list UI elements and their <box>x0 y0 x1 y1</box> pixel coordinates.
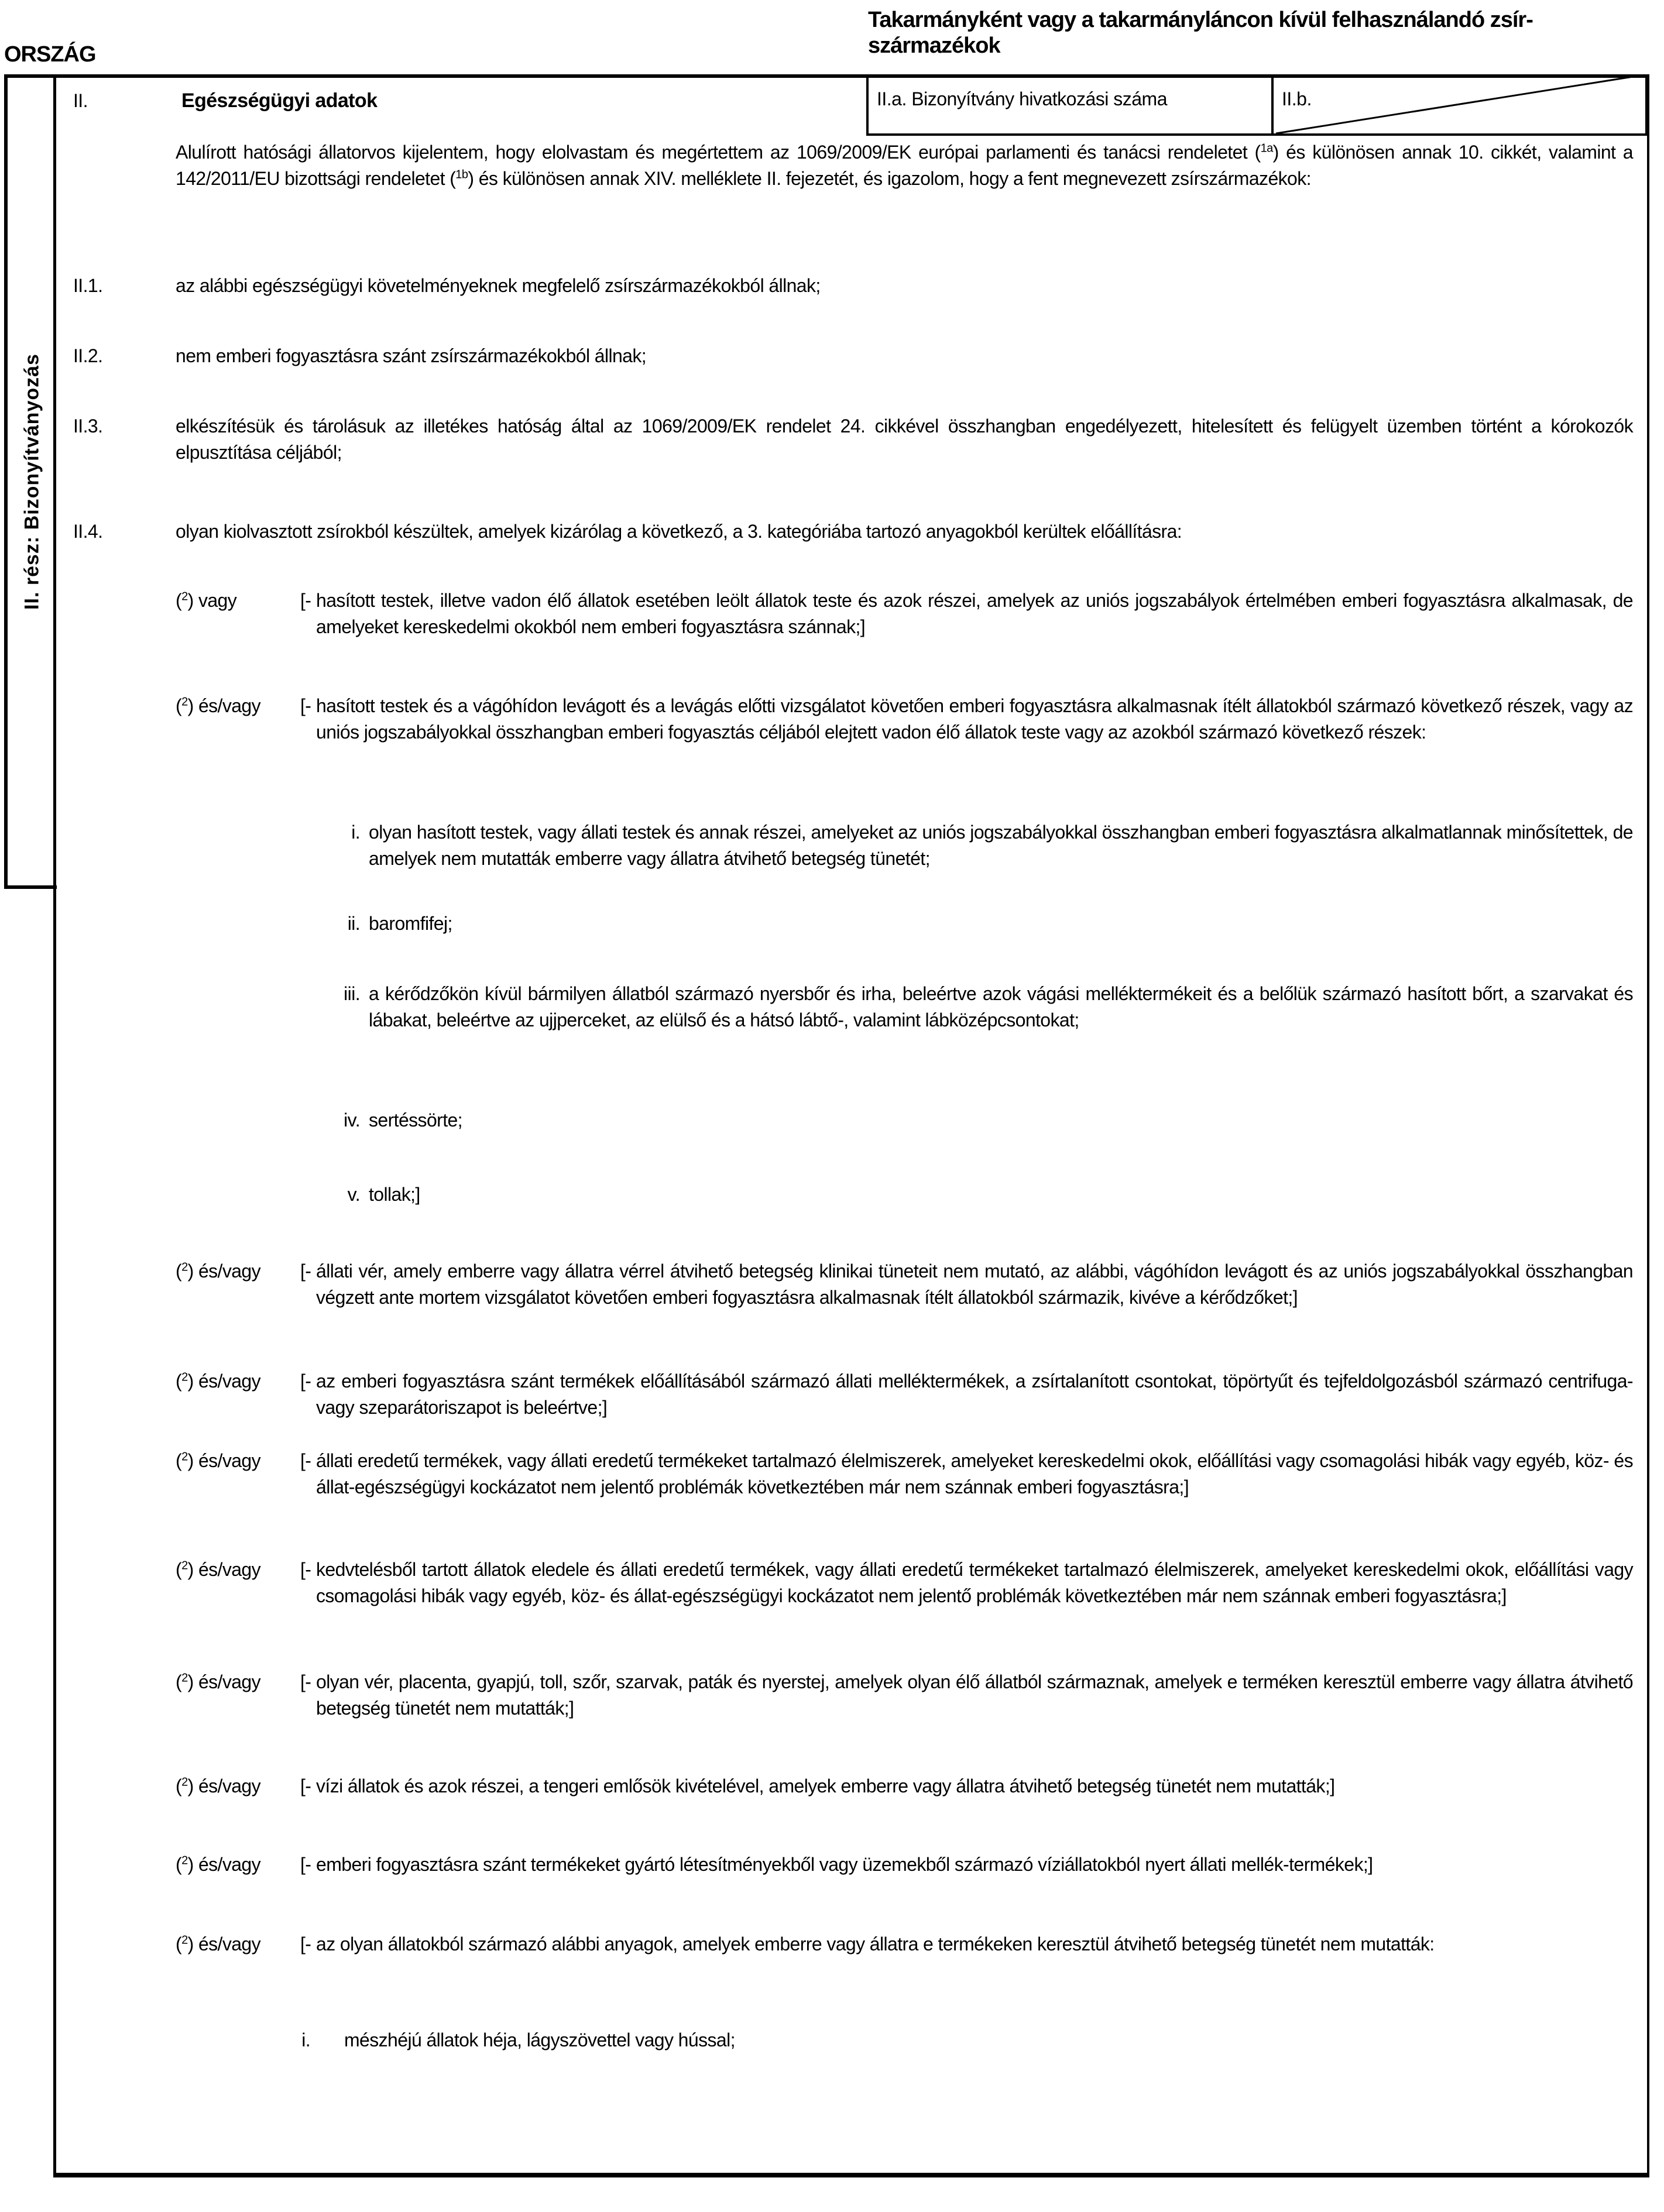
subitem-text: a kérődzőkön kívül bármilyen állatból származó nyersbőr és irha, beleértve azok vágási melléktermékeit és a belőlük származó hasított bőrt, a szarvakat és lábakat, beleértve az ujjperceket, az elülső és a hátsó lábtő-, valamint lábközépcsontokat; <box>369 983 1633 1031</box>
subitem-number: ii. <box>347 913 360 934</box>
document-title: Takarmányként vagy a takarmányláncon kívül felhasználandó zsír-származékok <box>868 8 1533 58</box>
option-connector: ) és/vagy <box>187 1671 261 1692</box>
option-connector: ) vagy <box>187 590 237 611</box>
option-prefix: ($^2$) és/vagy <box>176 1371 261 1392</box>
reference-b-cell <box>1271 74 1648 136</box>
option-prefix: ($^2$) és/vagy <box>176 1671 261 1692</box>
certificate-reference-cell <box>866 74 1274 136</box>
item-text: olyan kiolvasztott zsírokból készültek, amelyek kizárólag a következő, a 3. kategóriába tartozó anyagokból kerültek előállításra: <box>176 521 1182 542</box>
item-text: elkészítésük és tárolásuk az illetékes hatóság által az 1069/2009/EK rendelet 24. cikkével összhangban engedélyezett, hitelesített és felügyelt üzemben történt a kórokozók elpusztítása céljából; <box>176 415 1633 463</box>
intro-text-2: ) és különösen annak 10. cikkét, valamint a 142/2011/EU bizottsági rendeletet ( <box>176 142 1633 189</box>
footnote-ref-2: 2 <box>181 1933 188 1947</box>
option-text: hasított testek és a vágóhídon levágott és a levágás előtti vizsgálatot követően emberi fogyasztásra alkalmasnak ítélt állatokból származó következő részek, vagy az uniós jogszabályokkal összhangban emberi fogyasztás céljából elejtett vadon élő állatok teste vagy az azokból származó következő részek: <box>316 695 1633 743</box>
footnote-ref-2: 2 <box>181 1559 188 1572</box>
side-label: II. rész: Bizonyítványozás <box>20 353 43 610</box>
option-prefix: ($^2$) és/vagy <box>176 1775 261 1797</box>
item-number: II.1. <box>73 275 103 296</box>
item-text: nem emberi fogyasztásra szánt zsírszármazékokból állnak; <box>176 345 647 366</box>
intro-paragraph <box>176 139 1633 192</box>
subitem-text: olyan hasított testek, vagy állati testek és annak részei, amelyeket az uniós jogszabályokkal összhangban emberi fogyasztásra alkalmatlannak minősítettek, de amelyek nem mutatták emberre vagy állatra átvihető betegség tünetét; <box>369 822 1633 869</box>
item-number: II.3. <box>73 415 103 437</box>
footnote-ref-2: 2 <box>181 1260 188 1274</box>
item-text: az alábbi egészségügyi követelményeknek megfelelő zsírszármazékokból állnak; <box>176 275 821 296</box>
option-bracket: [- <box>300 695 311 716</box>
subitem-number: v. <box>347 1184 360 1205</box>
option-bracket: [- <box>300 1854 311 1875</box>
option-prefix: ($^2$) és/vagy <box>176 1260 261 1282</box>
option-text: állati vér, amely emberre vagy állatra vérrel átvihető betegség klinikai tüneteit nem mutató, az alábbi, vágóhídon levágott és az uniós jogszabályokkal összhangban végzett ante mortem vizsgálatot követően emberi fogyasztásra alkalmasnak ítélt állatokból származik, kivéve a kérődzőket;] <box>316 1260 1633 1308</box>
reference-b-label: II.b. <box>1282 88 1312 109</box>
option-text: állati eredetű termékek, vagy állati eredetű termékeket tartalmazó élelmiszerek, amelyeket kereskedelmi okok, előállítási vagy csomagolási hibák vagy egyéb, köz- és állat-egészségügyi kockázatot nem jelentő problémák következtében már nem szánnak emberi fogyasztásra;] <box>316 1450 1633 1497</box>
option-text: kedvtelésből tartott állatok eledele és állati eredetű termékek, vagy állati eredetű termékeket tartalmazó élelmiszerek, amelyeket kereskedelmi okok, előállítási vagy csomagolási hibák vagy egyéb, köz- és állat-egészségügyi kockázatot nem jelentő problémák következtében már nem szánnak emberi fogyasztásra;] <box>316 1559 1633 1606</box>
option-prefix: ($^2$) és/vagy <box>176 1559 261 1580</box>
subitem-text: baromfifej; <box>369 913 452 934</box>
option-bracket: [- <box>300 590 311 611</box>
option-bracket: [- <box>300 1260 311 1282</box>
country-label: ORSZÁG <box>4 42 96 67</box>
option-bracket: [- <box>300 1371 311 1392</box>
footnote-ref-2: 2 <box>181 1671 188 1685</box>
option-connector: ) és/vagy <box>187 1854 261 1875</box>
footnote-ref-1a: 1a <box>1260 142 1273 155</box>
option-bracket: [- <box>300 1559 311 1580</box>
option-bracket: [- <box>300 1933 311 1955</box>
item-number: II.4. <box>73 521 103 542</box>
footnote-ref-2: 2 <box>181 1371 188 1384</box>
option-connector: ) és/vagy <box>187 1450 261 1471</box>
option-text: olyan vér, placenta, gyapjú, toll, szőr, szarvak, paták és nyerstej, amelyek olyan élő állatból származnak, amelyek e terméken keresztül emberre vagy állatra átvihető betegség tünetét nem mutatták;] <box>316 1671 1633 1719</box>
footnote-ref-1b: 1b <box>455 168 468 181</box>
option-prefix: ($^2$) és/vagy <box>176 1933 261 1955</box>
option-connector: ) és/vagy <box>187 1371 261 1392</box>
subitem-number: i. <box>301 2029 310 2050</box>
subitem-number: i. <box>351 822 360 843</box>
option-prefix: ($^2$) vagy <box>176 590 237 611</box>
intro-text-1: Alulírott hatósági állatorvos kijelentem, hogy elolvastam és megértettem az 1069/2009/EK európai parlamenti és tanácsi rendeletet ( <box>176 142 1261 163</box>
option-text: az olyan állatokból származó alábbi anyagok, amelyek emberre vagy állatra e termékeken keresztül átvihető betegség tünetét nem mutatták: <box>316 1933 1435 1955</box>
option-prefix: ($^2$) és/vagy <box>176 1450 261 1471</box>
option-text: emberi fogyasztásra szánt termékeket gyártó létesítményekből vagy üzemekből származó víziállatokból nyert állati mellék-termékek;] <box>316 1854 1373 1875</box>
subitem-text: mészhéjú állatok héja, lágyszövettel vagy hússal; <box>344 2029 735 2050</box>
footnote-ref-2: 2 <box>181 1854 188 1867</box>
option-text: vízi állatok és azok részei, a tengeri emlősök kivételével, amelyek emberre vagy állatra átvihető betegség tünetét nem mutatták;] <box>316 1775 1335 1797</box>
footnote-ref-2: 2 <box>181 695 188 709</box>
option-prefix: ($^2$) és/vagy <box>176 1854 261 1875</box>
subitem-text: tollak;] <box>369 1184 420 1205</box>
option-connector: ) és/vagy <box>187 695 261 716</box>
footnote-ref-2: 2 <box>181 590 188 603</box>
option-bracket: [- <box>300 1450 311 1471</box>
section-title: Egészségügyi adatok <box>181 90 378 112</box>
option-prefix: ($^2$) és/vagy <box>176 695 261 716</box>
footnote-ref-2: 2 <box>181 1775 188 1789</box>
footnote-ref-2: 2 <box>181 1450 188 1464</box>
side-label-column <box>4 74 57 889</box>
option-bracket: [- <box>300 1671 311 1692</box>
option-connector: ) és/vagy <box>187 1559 261 1580</box>
subitem-number: iv. <box>344 1110 360 1131</box>
subitem-text: sertéssörte; <box>369 1110 462 1131</box>
item-number: II.2. <box>73 345 103 366</box>
option-text: az emberi fogyasztásra szánt termékek előállításából származó állati melléktermékek, a zsírtalanított csontokat, töpörtyűt és tejfeldolgozásból származó centrifuga- vagy szeparátoriszapot is beleértve;] <box>316 1371 1633 1418</box>
option-bracket: [- <box>300 1775 311 1797</box>
subitem-number: iii. <box>344 983 360 1004</box>
option-connector: ) és/vagy <box>187 1933 261 1955</box>
option-connector: ) és/vagy <box>187 1775 261 1797</box>
section-number: II. <box>73 90 88 111</box>
certificate-reference-label: II.a. Bizonyítvány hivatkozási száma <box>877 88 1167 109</box>
option-connector: ) és/vagy <box>187 1260 261 1282</box>
diagonal-strike <box>1274 74 1648 133</box>
intro-text-3: ) és különösen annak XIV. melléklete II. fejezetét, és igazolom, hogy a fent megnevezett zsírszármazékok: <box>468 168 1311 189</box>
option-text: hasított testek, illetve vadon élő állatok esetében leölt állatok teste és azok részei, amelyek az uniós jogszabályok értelmében emberi fogyasztásra alkalmasak, de amelyeket kereskedelmi okokból nem emberi fogyasztásra szánnak;] <box>316 590 1633 637</box>
